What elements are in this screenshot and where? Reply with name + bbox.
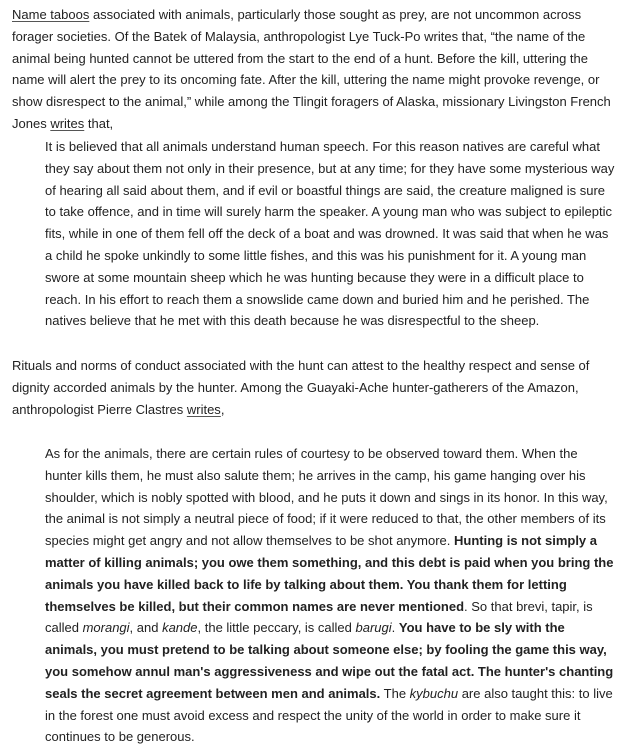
name-taboos-link[interactable]: Name taboos bbox=[12, 7, 90, 22]
quote-text: As for the animals, there are certain rules of courtesy to be observed toward them. When the hunter kills them, he must also salute them; he arrives in the camp, his game hanging over his shoulder, which is nobly spotted with blood, and he puts it down and sings in its honor. In this way, the animal is not simply a neutral piece of food; if it were reduced to that, the other members of its species might get angry and not allow themselves to be shot anymore. bbox=[45, 446, 608, 549]
paragraph-name-taboos bbox=[12, 4, 614, 135]
quote-text: The bbox=[380, 685, 410, 701]
quote-italic-term: kybuchu bbox=[409, 685, 459, 701]
paragraph-rituals bbox=[12, 355, 614, 420]
quote-text: . bbox=[391, 620, 399, 636]
paragraph-text: , bbox=[220, 401, 225, 417]
quote-bold-text: Hunting is not simply a matter of killing animals; you owe them something, and this debt is paid when you bring the animals you have killed back to life by talking about them. You thank them for letting themselves be killed, but their common names are never mentioned bbox=[45, 533, 614, 614]
jones-writes-link[interactable]: writes bbox=[50, 115, 85, 131]
paragraph-text: that, bbox=[84, 115, 114, 131]
quote-italic-term: morangi bbox=[82, 620, 130, 636]
quote-text: . So that brevi, tapir, is called bbox=[45, 598, 593, 636]
quote-text: It is believed that all animals understand human speech. For this reason natives are careful what they say about them not only in their presence, but at any time; for they have some mysterious way of hearing all said about them, and if evil or boastful things are said, the creature maligned is sure to take offence, and in time will surely harm the speaker. A young man who was subject to epileptic fits, while in one of them fell off the deck of a boat and was drowned. It was said that when he was a child he spoke unkindly to some little fishes, and this was his punishment for it. A young man swore at some mountain sheep which he was hunting because they were in a difficult place to reach. In his effort to reach them a snowslide came down and buried him and he perished. The natives believe that he met with this death because he was disrespectful to the sheep. bbox=[45, 139, 615, 329]
quote-text: are also taught this: to live in the forest one must avoid excess and respect the unity of the world in order to make sure it continues to be generous. bbox=[45, 685, 613, 745]
paragraph-text: Rituals and norms of conduct associated with the hunt can attest to the healthy respect and sense of dignity accorded animals by the hunter. Among the Guayaki-Ache hunter-gatherers of the Amazon, anthropologist Pierre Clastres bbox=[12, 358, 590, 417]
quote-text: , and bbox=[129, 620, 163, 636]
blockquote-tlingit bbox=[45, 136, 617, 332]
quote-italic-term: barugi bbox=[355, 620, 392, 636]
quote-text: , the little peccary, is called bbox=[197, 620, 356, 636]
paragraph-text: associated with animals, particularly those sought as prey, are not uncommon across forager societies. Of the Batek of Malaysia, anthropologist Lye Tuck-Po writes that, “the name of the animal being hunted cannot be uttered from the start to the end of a hunt. Before the kill, uttering the name will alert the prey to its oncoming fate. After the kill, uttering the name might provoke revenge, or show disrespect to the animal,” while among the Tlingit foragers of Alaska, missionary Livingston French Jones bbox=[12, 7, 611, 131]
quote-italic-term: kande bbox=[162, 620, 198, 636]
quote-bold-text: You have to be sly with the animals, you must pretend to be talking about someone else; by fooling the game this way, you somehow annul man's aggressiveness and wipe out the fatal act. The hunter's chanting seals the secret agreement between men and animals. bbox=[45, 620, 614, 701]
clastres-writes-link[interactable]: writes bbox=[186, 401, 221, 417]
blockquote-guayaki bbox=[45, 443, 617, 748]
